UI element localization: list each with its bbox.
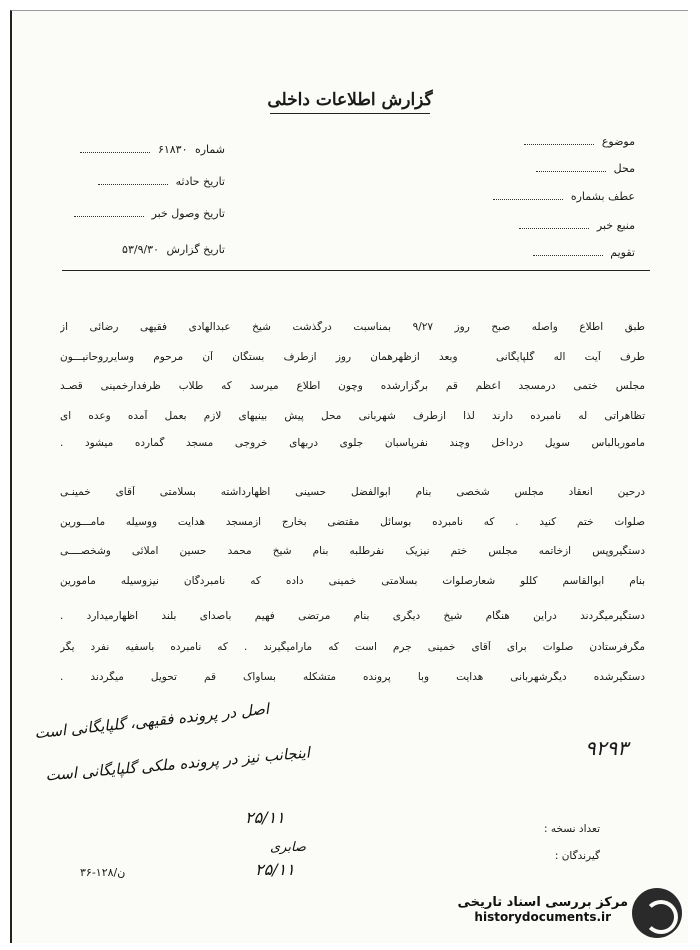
- receipt-date-label: تاریخ وصول خبر: [151, 207, 225, 220]
- reference-dots: [493, 199, 563, 200]
- number-field: [80, 143, 225, 156]
- body-line: ماموربالباس سویل درداخل وچند نفرپاسبان جلوی دربهای خروجی مسجد گمارده میشود .: [60, 437, 645, 449]
- report-date-field: [122, 243, 225, 256]
- recipients-field: [555, 850, 600, 862]
- handwritten-margin-number: ۹۲۹۳: [585, 736, 628, 760]
- incident-date-field: [98, 175, 225, 188]
- location-field: [536, 162, 635, 175]
- title-underline: [270, 113, 430, 114]
- reference-code: ۳۶-۱۲۸/ن: [80, 866, 126, 879]
- archive-watermark: [458, 895, 629, 924]
- evaluation-dots: [533, 255, 603, 256]
- document-title: گزارش اطلاعات داخلی: [267, 90, 433, 110]
- subject-field: [524, 135, 635, 148]
- handwritten-date-top: ۲۵/۱۱: [245, 808, 285, 827]
- body-line: دستگیرشده دیگرشهربانی هدایت وبا پرونده متشکله بساواک قم تحویل میگردند .: [60, 671, 645, 683]
- subject-dots: [524, 144, 594, 145]
- receipt-date-dots: [74, 216, 144, 217]
- source-label: منبع خبر: [596, 219, 635, 232]
- copies-label: تعداد نسخه :: [543, 823, 600, 835]
- handwritten-signature-name: صابری: [270, 840, 306, 855]
- report-date-value: ۵۳/۹/۳۰: [122, 243, 159, 256]
- number-value: ۶۱۸۳۰: [157, 143, 188, 156]
- subject-label: موضوع: [601, 135, 635, 148]
- body-line: مگرفرستادن صلوات برای آقای خمینی جرم است که مارامیگیرند . که نامبرده باسفیه نفرد یگر: [60, 641, 645, 653]
- handwritten-note-2: اینجانب نیز در پرونده ملکی گلپایگانی است: [44, 743, 311, 785]
- body-line: درحین انعقاد مجلس شخصی بنام ابوالفضل حسینی اظهارداشته بسلامتی آقای خمینـی: [60, 486, 645, 498]
- handwritten-date-bottom: ۲۵/۱۱: [255, 860, 295, 879]
- evaluation-label: تقویم: [610, 246, 635, 259]
- body-line: تظاهراتی له نامبرده دارند لذا ازطرف شهربانی محل پیش بینیهای لازم بعمل آمده وعده ای: [60, 410, 645, 422]
- archive-logo-icon: [632, 888, 682, 938]
- reference-field: [493, 190, 635, 203]
- location-label: محل: [613, 162, 635, 175]
- incident-date-label: تاریخ حادثه: [175, 175, 225, 188]
- incident-date-dots: [98, 184, 168, 185]
- reference-label: عطف بشماره: [570, 190, 635, 203]
- receipt-date-field: [74, 207, 225, 220]
- body-line: صلوات ختم کنید . که نامبرده بوسائل مقتضی بخارج ازمسجد هدایت ووسیله مامـــورین: [60, 516, 645, 528]
- number-dots: [80, 152, 150, 153]
- header-divider: [62, 270, 650, 271]
- location-dots: [536, 171, 606, 172]
- evaluation-field: [533, 246, 635, 259]
- copies-field: [544, 823, 600, 835]
- watermark-name: مرکز بررسی اسناد تاریخی: [457, 895, 628, 910]
- body-line: طرف آیت اله گلپایگانی ‌ وبعد ازظهرهمان روز ازطرف بستگان آن مرحوم وسایرروحانیـــون: [60, 351, 645, 363]
- source-dots: [519, 228, 589, 229]
- watermark-url: historydocuments.ir: [474, 910, 612, 924]
- body-line: دستگیرمیگردند دراین هنگام شیخ دیگری بنام مرتضی فهیم باصدای بلند اظهارمیدارد .: [60, 610, 645, 622]
- source-field: [519, 219, 635, 232]
- body-line: مجلس ختمی درمسجد اعظم قم برگزارشده وچون اطلاع میرسد که طلاب ظرفدارخمینی قصـد: [60, 380, 645, 392]
- handwritten-note-1: اصل در پرونده فقیهی، گلپایگانی است: [34, 699, 271, 743]
- number-label: شماره: [194, 143, 225, 156]
- body-line: بنام ابوالقاسم کللو شعارصلوات بسلامتی خمینی داده که نامبردگان نیزوسیله مامورین: [60, 575, 645, 587]
- report-date-label: تاریخ گزارش: [166, 243, 225, 256]
- body-line: طبق اطلاع واصله صبح روز ۹/۲۷ بمناسبت درگذشت شیخ عبدالهادی فقیهی رضائی از: [60, 321, 645, 333]
- recipients-label: گیرندگان :: [554, 850, 600, 862]
- body-line: دستگیروپس ازخاتمه مجلس ختم نیزیک نفرطلبه بنام شیخ محمد حسین املائی وشخصــــی: [60, 545, 645, 557]
